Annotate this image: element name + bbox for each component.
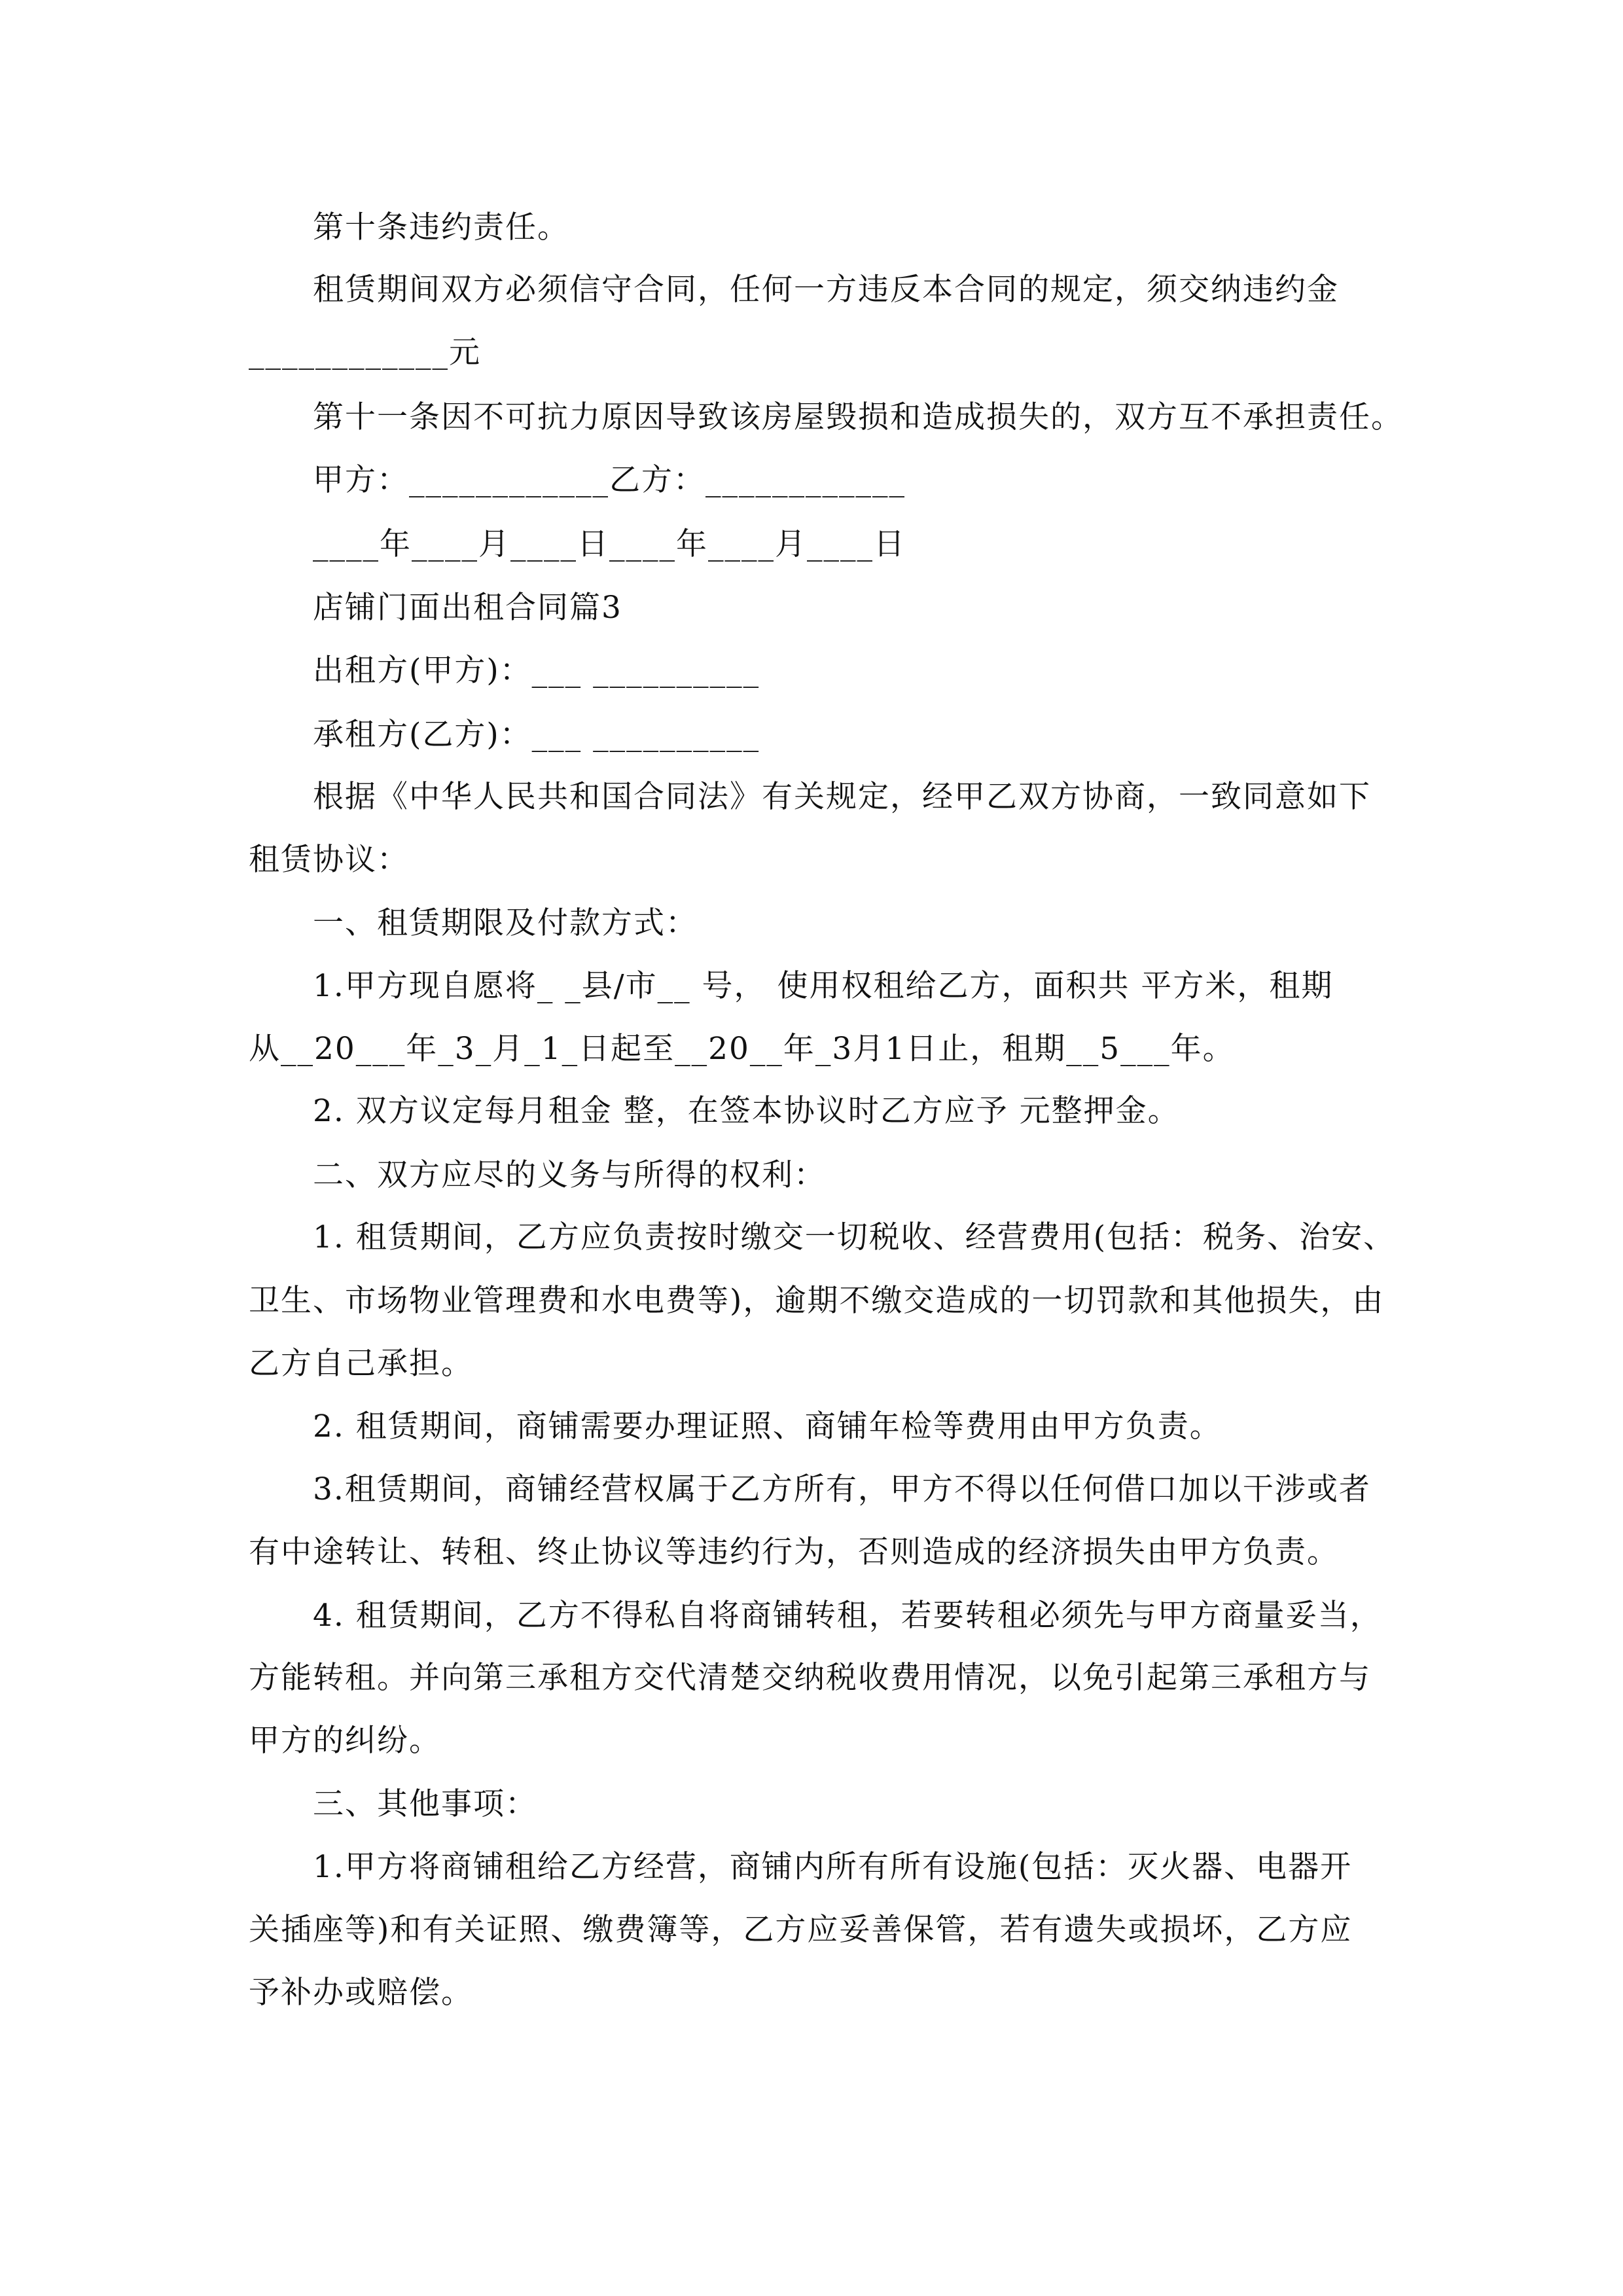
section-heading: 店铺门面出租合同篇3 [313,590,622,626]
clause-10-body: 租赁期间双方必须信守合同，任何一方违反本合同的规定，须交纳违约金 [313,272,1339,308]
lessor-line: 出租方(甲方)：___ __________ [313,653,760,689]
date-line: ____年____月____日____年____月____日 [313,526,906,562]
term-1-line-2: 从__20___年_3_月_1_日起至__20__年_3月1日止，租期__5___年。 [249,1031,1235,1067]
preamble-line-2: 租赁协议： [249,842,409,878]
clause-11: 第十一条因不可抗力原因导致该房屋毁损和造成损失的，双方互不承担责任。 [313,399,1403,435]
term-1-line-1: 1.甲方现自愿将_ _县/市__ 号， 使用权租给乙方，面积共 平方米，租期 [313,968,1334,1004]
duty-1-line-1: 1. 租赁期间，乙方应负责按时缴交一切税收、经营费用(包括：税务、治安、 [313,1219,1396,1255]
term-2: 2. 双方议定每月租金 整，在签本协议时乙方应予 元整押金。 [313,1093,1180,1129]
part-3-heading: 三、其他事项： [313,1786,537,1822]
duty-1-line-3: 乙方自己承担。 [249,1346,473,1382]
duty-3-line-1: 3.租赁期间，商铺经营权属于乙方所有，甲方不得以任何借口加以干涉或者 [313,1471,1371,1507]
part-2-heading: 二、双方应尽的义务与所得的权利： [313,1157,826,1193]
preamble-line-1: 根据《中华人民共和国合同法》有关规定，经甲乙双方协商，一致同意如下 [313,779,1371,815]
other-1-line-3: 予补办或赔偿。 [249,1975,473,2011]
duty-4-line-3: 甲方的纠纷。 [249,1723,441,1759]
other-1-line-2: 关插座等)和有关证照、缴费簿等，乙方应妥善保管，若有遗失或损坏，乙方应 [249,1912,1353,1948]
lessee-line: 承租方(乙方)：___ __________ [313,717,760,753]
duty-4-line-1: 4. 租赁期间，乙方不得私自将商铺转租，若要转租必须先与甲方商量妥当， [313,1598,1382,1634]
clause-10-title: 第十条违约责任。 [313,209,569,245]
other-1-line-1: 1.甲方将商铺租给乙方经营，商铺内所有所有设施(包括：灭火器、电器开 [313,1849,1353,1885]
part-1-heading: 一、租赁期限及付款方式： [313,905,698,941]
duty-3-line-2: 有中途转让、转租、终止协议等违约行为，否则造成的经济损失由甲方负责。 [249,1534,1339,1570]
duty-2: 2. 租赁期间，商铺需要办理证照、商铺年检等费用由甲方负责。 [313,1408,1222,1444]
duty-1-line-2: 卫生、市场物业管理费和水电费等)，逾期不缴交造成的一切罚款和其他损失，由 [249,1283,1385,1319]
duty-4-line-2: 方能转租。并向第三承租方交代清楚交纳税收费用情况，以免引起第三承租方与 [249,1660,1371,1696]
penalty-amount-line: ____________元 [249,334,481,370]
signature-line: 甲方：____________乙方：____________ [313,462,906,498]
